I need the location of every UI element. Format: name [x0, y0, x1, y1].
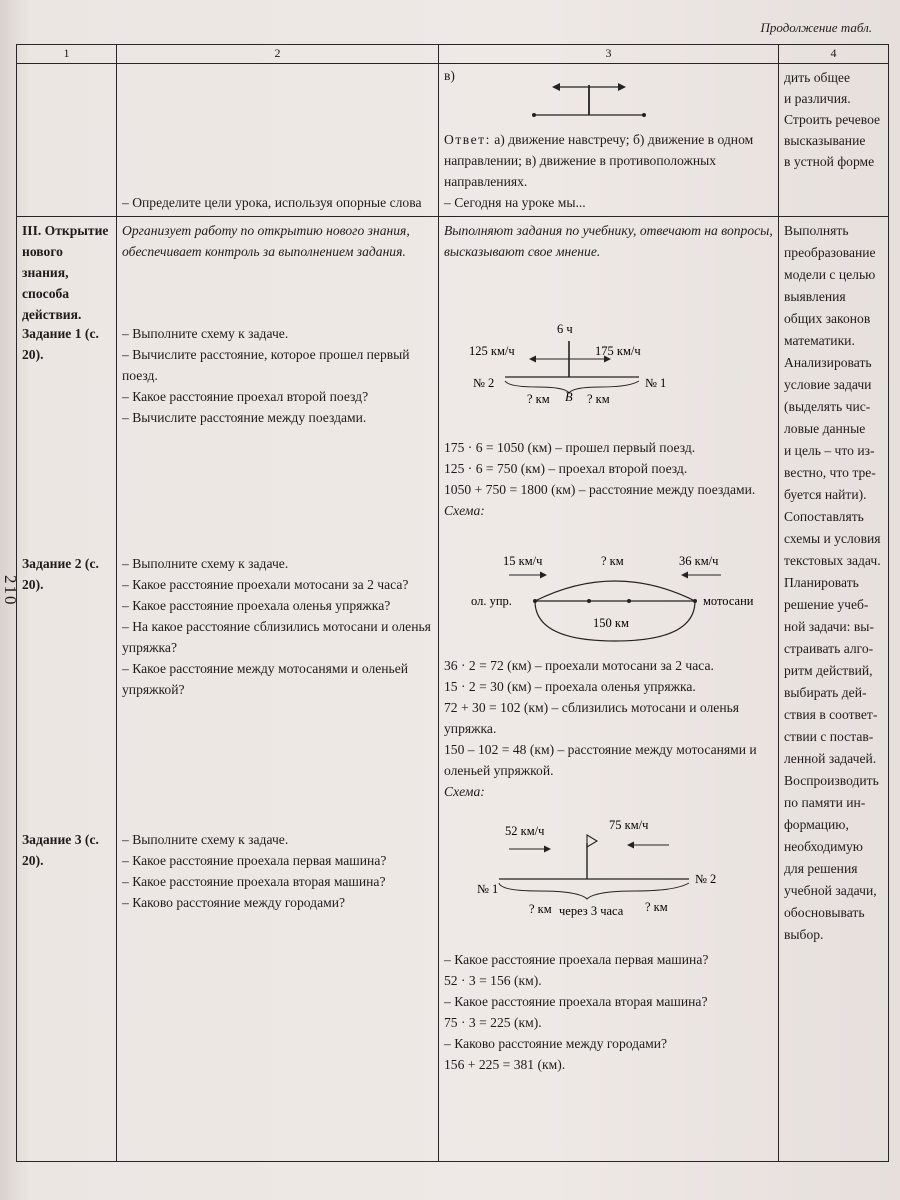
table-row-previous — [17, 63, 889, 216]
stage-cell — [17, 216, 117, 1161]
today-text: – Сегодня на уроке мы... — [444, 194, 586, 210]
continuation-note: Продолжение табл. — [760, 20, 872, 35]
stage-title: III. Открытие нового знания, способа действия. — [22, 222, 109, 323]
trains-question-right: ? км — [587, 391, 610, 405]
task3-solution-line: 75 · 3 = 225 (км). — [444, 1015, 542, 1031]
skill-line: необходимую — [784, 839, 863, 855]
skill-line: модели с целью — [784, 266, 876, 282]
sleds-speed-right: 36 км/ч — [679, 553, 719, 568]
column-header-1: 1 — [17, 45, 117, 64]
skill-line: вестно, что тре- — [784, 465, 876, 481]
cars-brace — [499, 883, 689, 899]
task2-question: – Какое расстояние проехали мотосани за 2 часа? — [122, 576, 409, 592]
cars-scheme — [439, 815, 739, 925]
trains-speed-right: 175 км/ч — [595, 343, 641, 358]
variant-c-label: в) — [444, 67, 455, 83]
prev-skill-line: в устной форме — [784, 153, 875, 169]
direction-diagram-c — [444, 67, 773, 129]
cars-speed-right: 75 км/ч — [609, 817, 649, 832]
answer-label: Ответ: — [444, 131, 491, 147]
lesson-table — [16, 44, 889, 1162]
scheme-label: Схема: — [444, 503, 485, 519]
teacher-activity-cell — [117, 216, 439, 1161]
task2-questions — [122, 553, 434, 700]
prev-skills-cell — [779, 63, 889, 216]
prev-skill-line: Строить речевое — [784, 111, 881, 127]
sleds-label-right: мотосани — [703, 593, 754, 608]
sleds-question-top: ? км — [601, 553, 624, 568]
prev-student-cell — [439, 63, 779, 216]
task1-solution-line: 1050 + 750 = 1800 (км) – расстояние между поездами. — [444, 481, 756, 497]
skill-line: ленной задачей. — [784, 751, 877, 767]
sleds-distance: 150 км — [593, 615, 629, 630]
skill-line: для решения — [784, 861, 858, 877]
task2-solution-line: 15 · 2 = 30 (км) – проехала оленья упряжка. — [444, 678, 696, 694]
prev-teacher-cell — [117, 63, 439, 216]
task1-question: – Какое расстояние проехал второй поезд? — [122, 389, 369, 405]
task3-solution-line: 52 · 3 = 156 (км). — [444, 972, 542, 988]
trains-point-label: В — [565, 389, 573, 404]
task3-label: Задание 3 (с. 20). — [22, 831, 99, 868]
trains-label-right: № 1 — [645, 375, 667, 390]
task1-solution-line: 125 · 6 = 750 (км) – проехал второй поезд. — [444, 460, 688, 476]
page-number: 210 — [1, 575, 20, 607]
skill-line: ствии с постав- — [784, 729, 874, 745]
task2-question: – Какое расстояние проехала оленья упряжка? — [122, 597, 391, 613]
prev-skill-line: дить общее — [784, 69, 850, 85]
arrow-left-head — [552, 83, 560, 91]
task3-questions — [122, 829, 434, 913]
cars-flag — [587, 835, 597, 847]
task2-solution-line: 72 + 30 = 102 (км) – сблизились мотосани и оленья упряжка. — [444, 699, 740, 737]
task3-solution-line: – Какое расстояние проехала вторая машина? — [444, 993, 708, 1009]
sleds-scheme — [469, 551, 769, 651]
task1-question: – Вычислите расстояние, которое прошел первый поезд. — [122, 346, 410, 383]
skill-line: преобразование — [784, 244, 876, 260]
arrow-right-head — [618, 83, 626, 91]
cars-arrow-left-head — [544, 845, 551, 852]
answer-text: а) движение навстречу; б) движение в одном направлении; в) движение в противоположных направлениях. — [444, 131, 754, 189]
task2-question: – Выполните схему к задаче. — [122, 555, 289, 571]
cars-speed-left: 52 км/ч — [505, 823, 545, 838]
scheme-left-point — [532, 113, 536, 117]
task3-question: – Выполните схему к задаче. — [122, 831, 289, 847]
skill-line: ловые данные — [784, 420, 866, 436]
column-header-row — [17, 45, 889, 64]
skill-line: буется найти). — [784, 487, 867, 503]
student-activity-cell — [439, 216, 779, 1161]
sleds-arrow-left-head — [540, 571, 547, 578]
trains-arrow-left-head — [529, 355, 536, 362]
skill-line: по памяти ин- — [784, 795, 866, 811]
sleds-label-left: ол. упр. — [471, 593, 512, 608]
task2-solution-line: 36 · 2 = 72 (км) – проехали мотосани за 2 часа. — [444, 657, 714, 673]
skill-line: общих законов — [784, 310, 871, 326]
skill-line: ствия в соответ- — [784, 707, 878, 723]
task3-solution — [444, 949, 774, 1075]
skill-line: и цель – что из- — [784, 443, 875, 458]
table-row-new-knowledge — [17, 216, 889, 1161]
skill-line: выявления — [784, 288, 846, 304]
trains-question-left: ? км — [527, 391, 550, 405]
task1-question: – Вычислите расстояние между поездами. — [122, 410, 367, 426]
skill-line: выбор. — [784, 927, 824, 943]
skill-line: формацию, — [784, 817, 849, 833]
task1-label: Задание 1 (с. 20). — [22, 325, 99, 362]
prev-teacher-text: – Определите цели урока, используя опорные слова — [122, 194, 422, 210]
skill-line: выбирать дей- — [784, 685, 867, 701]
prev-answer — [444, 129, 773, 192]
skill-line: учебной задачи, — [784, 883, 877, 899]
prev-stage-cell — [17, 63, 117, 216]
task3-solution-line: – Каково расстояние между городами? — [444, 1036, 668, 1052]
skill-line: ной задачи: вы- — [784, 619, 874, 635]
task3-solution-line: 156 + 225 = 381 (км). — [444, 1057, 566, 1073]
skill-line: ритм действий, — [784, 663, 873, 679]
cars-label-left: № 1 — [477, 881, 499, 896]
trains-time-label: 6 ч — [557, 321, 573, 336]
task1-question: – Выполните схему к задаче. — [122, 325, 289, 341]
cars-question-left: ? км — [529, 901, 552, 916]
task2-solution-line: 150 – 102 = 48 (км) – расстояние между мотосанями и оленьей упряжкой. — [444, 742, 757, 779]
cars-time-label: через 3 часа — [559, 903, 624, 918]
sleds-top-arc — [535, 581, 695, 601]
skill-line: обосновывать — [784, 905, 865, 921]
task1-questions — [122, 323, 434, 428]
trains-scheme — [469, 321, 699, 405]
task2-solution — [444, 655, 774, 802]
column-header-3: 3 — [439, 45, 779, 64]
task1-solution — [444, 437, 774, 521]
task3-solution-line: – Какое расстояние проехала первая машина? — [444, 951, 709, 967]
skill-line: текстовых задач. — [784, 553, 881, 569]
sleds-arrow-right-head — [681, 571, 688, 578]
cars-arrow-right-head — [627, 841, 634, 848]
teacher-intro: Организует работу по открытию нового знания, обеспечивает контроль за выполнением задания. — [122, 222, 410, 259]
column-header-4: 4 — [779, 45, 889, 64]
skill-line: Выполнять — [784, 222, 849, 238]
skill-line: математики. — [784, 332, 855, 348]
skills-cell — [779, 216, 889, 1161]
student-intro: Выполняют задания по учебнику, отвечают на вопросы, высказывают свое мнение. — [444, 222, 773, 259]
skill-line: решение учеб- — [784, 597, 869, 613]
trains-label-left: № 2 — [473, 375, 495, 390]
sleds-inner-left-point — [587, 599, 591, 603]
sleds-speed-left: 15 км/ч — [503, 553, 543, 568]
cars-question-right: ? км — [645, 899, 668, 914]
opposite-directions-scheme — [444, 67, 764, 129]
task2-question: – Какое расстояние между мотосанями и оленьей упряжкой? — [122, 661, 409, 698]
column-header-2: 2 — [117, 45, 439, 64]
task3-question: – Какое расстояние проехала первая машина? — [122, 852, 387, 868]
skill-line: страивать алго- — [784, 641, 874, 657]
scheme-label: Схема: — [444, 784, 485, 800]
task3-question: – Каково расстояние между городами? — [122, 895, 346, 911]
scheme-right-point — [642, 113, 646, 117]
skill-line: (выделять чис- — [784, 398, 871, 414]
task3-question: – Какое расстояние проехала вторая машина? — [122, 873, 386, 889]
task1-solution-line: 175 · 6 = 1050 (км) – прошел первый поезд. — [444, 439, 696, 455]
skill-line: условие задачи — [784, 376, 872, 392]
skill-line: Сопоставлять — [784, 509, 864, 525]
cars-label-right: № 2 — [695, 871, 717, 886]
task2-label: Задание 2 (с. 20). — [22, 555, 99, 592]
sleds-inner-right-point — [627, 599, 631, 603]
skill-line: схемы и условия — [784, 531, 881, 547]
skill-line: Воспроизводить — [784, 773, 879, 789]
prev-skill-line: и различия. — [784, 90, 851, 106]
task2-question: – На какое расстояние сблизились мотосани и оленья упряжка? — [122, 619, 431, 656]
skill-line: Планировать — [784, 575, 859, 591]
skill-line: Анализировать — [784, 354, 872, 370]
prev-skill-line: высказывание — [784, 132, 866, 148]
trains-speed-left: 125 км/ч — [469, 343, 515, 358]
